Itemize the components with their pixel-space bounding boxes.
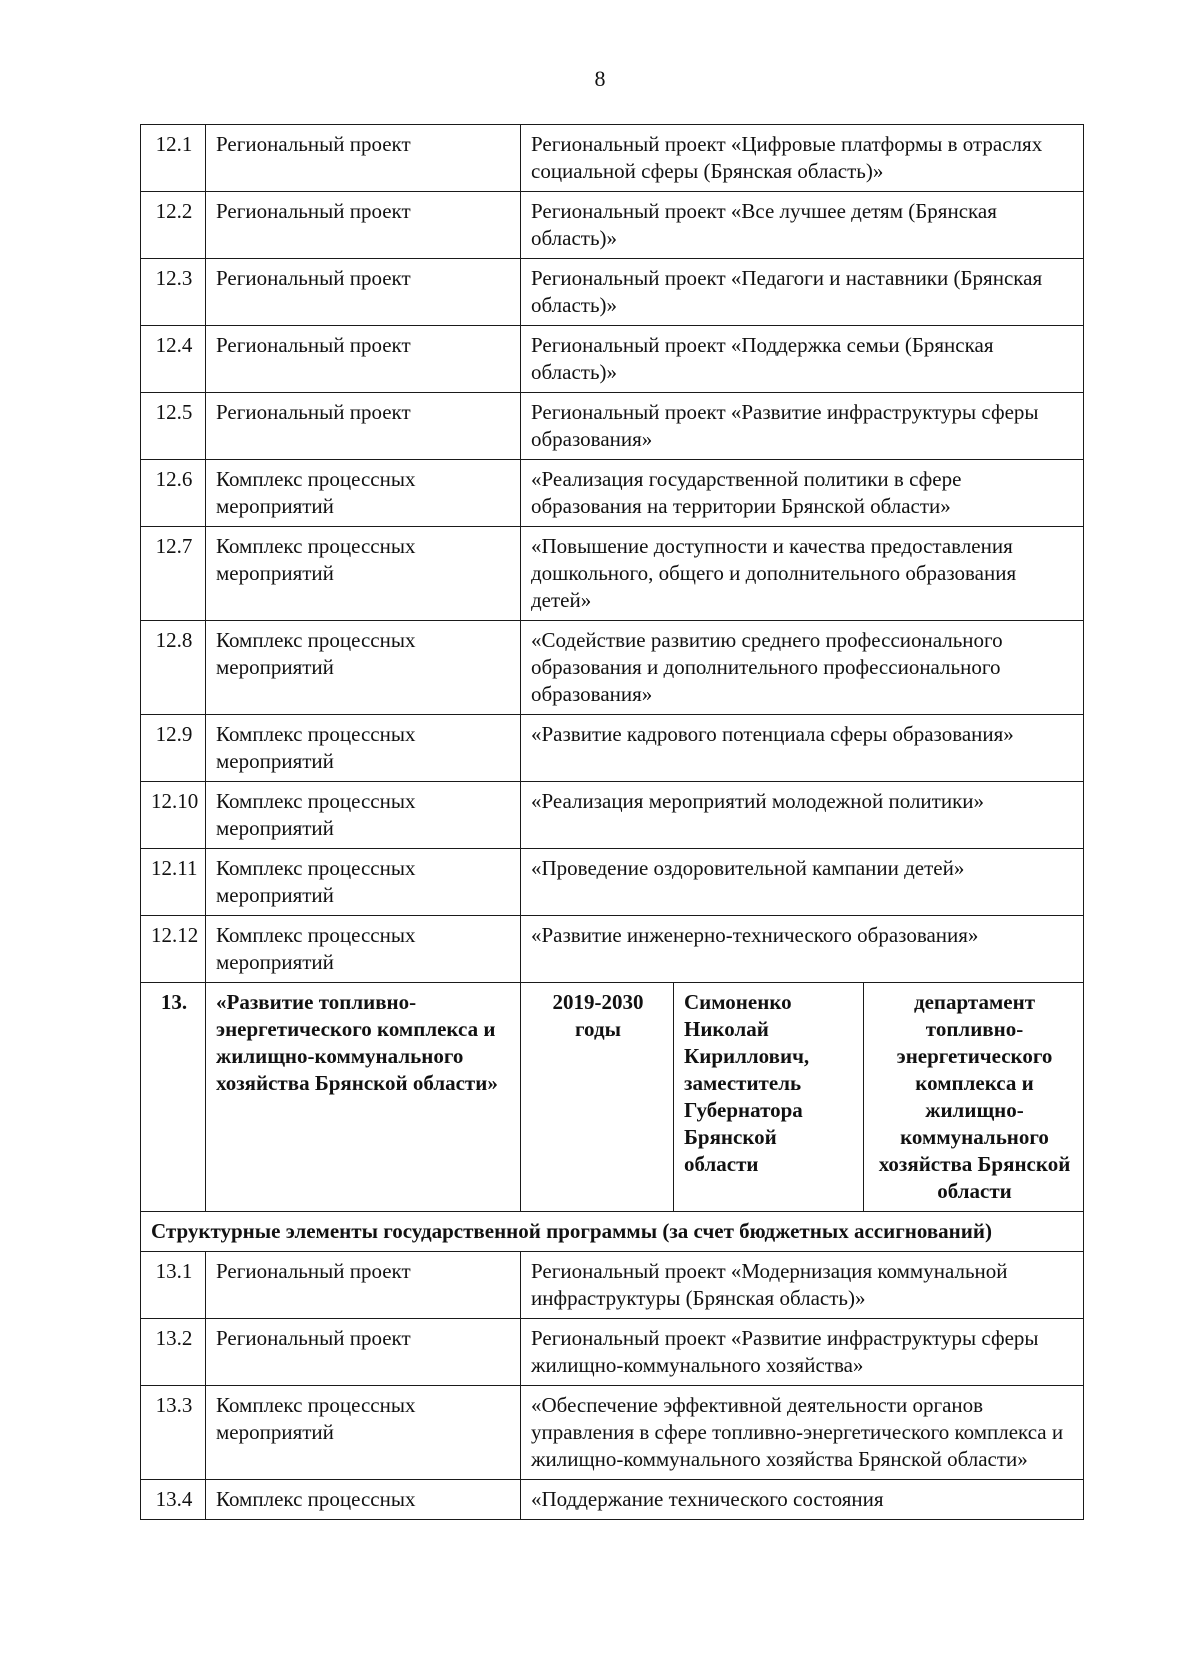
row-name: «Проведение оздоровительной кампании детей» bbox=[521, 849, 1084, 916]
page-number: 8 bbox=[594, 66, 606, 91]
program-executor: департамент топливно-энергетического комплекса и жилищно-коммунального хозяйства Брянской области bbox=[864, 983, 1084, 1212]
row-number: 12.1 bbox=[141, 125, 206, 192]
row-type: Региональный проект bbox=[206, 1252, 521, 1319]
row-type: Комплекс процессных мероприятий bbox=[206, 916, 521, 983]
program-period: 2019-2030 годы bbox=[521, 983, 674, 1212]
row-number: 12.2 bbox=[141, 192, 206, 259]
table-row bbox=[141, 527, 1084, 621]
row-name: «Поддержание технического состояния bbox=[521, 1480, 1084, 1520]
table-row bbox=[141, 1480, 1084, 1520]
row-name: Региональный проект «Цифровые платформы в отраслях социальной сферы (Брянская область)» bbox=[521, 125, 1084, 192]
row-type: Комплекс процессных мероприятий bbox=[206, 527, 521, 621]
row-number: 13.4 bbox=[141, 1480, 206, 1520]
row-type: Комплекс процессных мероприятий bbox=[206, 715, 521, 782]
table-row bbox=[141, 782, 1084, 849]
row-name: Региональный проект «Поддержка семьи (Брянская область)» bbox=[521, 326, 1084, 393]
row-type: Комплекс процессных мероприятий bbox=[206, 621, 521, 715]
program-title: «Развитие топливно-энергетического комплекса и жилищно-коммунального хозяйства Брянской области» bbox=[206, 983, 521, 1212]
row-type: Региональный проект bbox=[206, 393, 521, 460]
row-name: «Содействие развитию среднего профессионального образования и дополнительного профессионального образования» bbox=[521, 621, 1084, 715]
row-name: Региональный проект «Развитие инфраструктуры сферы жилищно-коммунального хозяйства» bbox=[521, 1319, 1084, 1386]
row-number: 12.4 bbox=[141, 326, 206, 393]
row-name: «Реализация государственной политики в сфере образования на территории Брянской области» bbox=[521, 460, 1084, 527]
table-row bbox=[141, 192, 1084, 259]
row-number: 12.8 bbox=[141, 621, 206, 715]
table-row bbox=[141, 1319, 1084, 1386]
row-type: Комплекс процессных bbox=[206, 1480, 521, 1520]
row-type: Комплекс процессных мероприятий bbox=[206, 460, 521, 527]
row-number: 12.5 bbox=[141, 393, 206, 460]
row-number: 13.1 bbox=[141, 1252, 206, 1319]
row-type: Региональный проект bbox=[206, 259, 521, 326]
row-type: Комплекс процессных мероприятий bbox=[206, 782, 521, 849]
table-row bbox=[141, 259, 1084, 326]
table-row bbox=[141, 621, 1084, 715]
row-name: «Обеспечение эффективной деятельности органов управления в сфере топливно-энергетического комплекса и жилищно-коммунального хозяйства Брянской области» bbox=[521, 1386, 1084, 1480]
row-name: «Развитие инженерно-технического образования» bbox=[521, 916, 1084, 983]
row-name: «Развитие кадрового потенциала сферы образования» bbox=[521, 715, 1084, 782]
program-row bbox=[141, 983, 1084, 1212]
table-row bbox=[141, 1252, 1084, 1319]
row-type: Комплекс процессных мероприятий bbox=[206, 1386, 521, 1480]
table-row bbox=[141, 715, 1084, 782]
program-number: 13. bbox=[141, 983, 206, 1212]
program-curator: Симоненко Николай Кириллович, заместитель Губернатора Брянской области bbox=[674, 983, 864, 1212]
program-structure-table bbox=[140, 124, 1084, 1520]
table-row bbox=[141, 916, 1084, 983]
row-name: Региональный проект «Педагоги и наставники (Брянская область)» bbox=[521, 259, 1084, 326]
row-number: 12.10 bbox=[141, 782, 206, 849]
table-row bbox=[141, 393, 1084, 460]
row-name: Региональный проект «Развитие инфраструктуры сферы образования» bbox=[521, 393, 1084, 460]
table-row bbox=[141, 326, 1084, 393]
table-row bbox=[141, 1386, 1084, 1480]
row-number: 12.11 bbox=[141, 849, 206, 916]
row-number: 13.2 bbox=[141, 1319, 206, 1386]
row-type: Региональный проект bbox=[206, 1319, 521, 1386]
row-number: 12.6 bbox=[141, 460, 206, 527]
table-body bbox=[141, 125, 1084, 1520]
row-number: 12.12 bbox=[141, 916, 206, 983]
table-row bbox=[141, 125, 1084, 192]
row-type: Комплекс процессных мероприятий bbox=[206, 849, 521, 916]
row-name: «Реализация мероприятий молодежной политики» bbox=[521, 782, 1084, 849]
row-name: «Повышение доступности и качества предоставления дошкольного, общего и дополнительного образования детей» bbox=[521, 527, 1084, 621]
row-name: Региональный проект «Модернизация коммунальной инфраструктуры (Брянская область)» bbox=[521, 1252, 1084, 1319]
table-row bbox=[141, 460, 1084, 527]
row-number: 13.3 bbox=[141, 1386, 206, 1480]
row-type: Региональный проект bbox=[206, 125, 521, 192]
section-title: Структурные элементы государственной программы (за счет бюджетных ассигнований) bbox=[141, 1212, 1084, 1252]
table-row bbox=[141, 849, 1084, 916]
row-type: Региональный проект bbox=[206, 192, 521, 259]
row-name: Региональный проект «Все лучшее детям (Брянская область)» bbox=[521, 192, 1084, 259]
row-number: 12.9 bbox=[141, 715, 206, 782]
section-header-row bbox=[141, 1212, 1084, 1252]
row-type: Региональный проект bbox=[206, 326, 521, 393]
row-number: 12.7 bbox=[141, 527, 206, 621]
row-number: 12.3 bbox=[141, 259, 206, 326]
